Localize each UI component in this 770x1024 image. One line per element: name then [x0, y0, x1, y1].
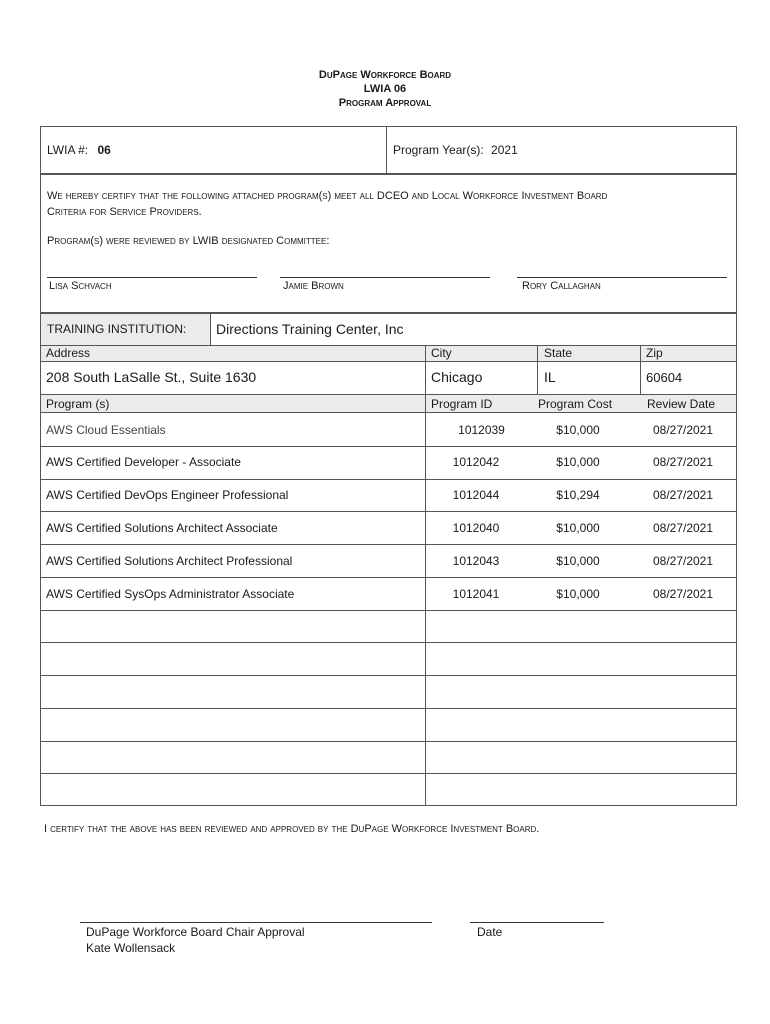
reviewer-name-1: Lisa Schvach: [49, 280, 112, 292]
date-label: Date: [477, 925, 503, 939]
program-id: 1012039: [458, 423, 505, 437]
program-cost: $10,000: [556, 423, 600, 437]
address-label: Address: [46, 346, 91, 360]
program-year-field: [393, 143, 518, 157]
program-year-label: Program Year(s):: [393, 143, 484, 157]
chair-approval-label: DuPage Workforce Board Chair Approval: [86, 925, 305, 939]
program-cost: $10,000: [556, 521, 600, 535]
state-value: IL: [544, 369, 556, 385]
training-institution-label: TRAINING INSTITUTION:: [47, 322, 187, 336]
program-name: AWS Certified Solutions Architect Professional: [46, 554, 293, 568]
program-cost: $10,294: [556, 488, 600, 502]
program-cost: $10,000: [556, 455, 600, 469]
review-date: 08/27/2021: [652, 455, 714, 469]
zip-label: Zip: [646, 346, 663, 360]
reviewer-name-3: Rory Callaghan: [522, 280, 601, 292]
review-date-column-header: Review Date: [647, 397, 716, 411]
reviewer-signature-line-2: [280, 277, 490, 278]
program-id-column-header: Program ID: [431, 397, 493, 411]
lwia-value: 06: [97, 143, 111, 157]
chair-signature-line: [80, 922, 432, 923]
program-id: 1012040: [452, 521, 500, 535]
date-signature-line: [470, 922, 604, 923]
reviewer-signature-line-1: [47, 277, 257, 278]
review-date: 08/27/2021: [652, 488, 714, 502]
program-name: AWS Cloud Essentials: [46, 423, 166, 437]
document-subtitle: LWIA 06: [363, 83, 407, 95]
reviewed-by-statement: Program(s) were reviewed by LWIB designated Committee:: [47, 235, 330, 247]
review-date: 08/27/2021: [652, 554, 714, 568]
program-name: AWS Certified DevOps Engineer Professional: [46, 488, 289, 502]
lwia-field: [47, 143, 111, 157]
review-date: 08/27/2021: [652, 521, 714, 535]
approval-statement: I certify that the above has been reviewed and approved by the DuPage Workforce Investment Board.: [44, 823, 540, 835]
state-label: State: [544, 346, 573, 360]
program-id: 1012043: [452, 554, 500, 568]
program-id: 1012042: [452, 455, 500, 469]
program-id: 1012041: [452, 587, 500, 601]
program-cost: $10,000: [556, 587, 600, 601]
review-date: 08/27/2021: [652, 587, 714, 601]
program-column-header: Program (s): [46, 397, 110, 411]
city-label: City: [431, 346, 452, 360]
program-cost-column-header: Program Cost: [538, 397, 613, 411]
address-value: 208 South LaSalle St., Suite 1630: [46, 369, 257, 385]
zip-value: 60604: [646, 370, 683, 385]
program-year-value: 2021: [491, 143, 518, 157]
training-institution-name: Directions Training Center, Inc: [216, 321, 404, 337]
program-name: AWS Certified SysOps Administrator Associate: [46, 587, 295, 601]
city-value: Chicago: [431, 369, 483, 385]
review-date: 08/27/2021: [652, 423, 714, 437]
program-cost: $10,000: [556, 554, 600, 568]
certify-statement-line1: We hereby certify that the following attached program(s) meet all DCEO and Local Workforce Investment Board: [47, 190, 608, 202]
lwia-box: [40, 126, 737, 174]
reviewer-name-2: Jamie Brown: [283, 280, 344, 292]
document-heading: Program Approval: [338, 97, 432, 109]
program-name: AWS Certified Developer - Associate: [46, 455, 241, 469]
certify-statement-line2: Criteria for Service Providers.: [47, 206, 202, 218]
chair-name: Kate Wollensack: [86, 941, 176, 955]
document-title: DuPage Workforce Board: [318, 69, 452, 81]
program-id: 1012044: [452, 488, 500, 502]
lwia-label: LWIA #:: [47, 143, 89, 157]
program-name: AWS Certified Solutions Architect Associate: [46, 521, 278, 535]
reviewer-signature-line-3: [517, 277, 727, 278]
